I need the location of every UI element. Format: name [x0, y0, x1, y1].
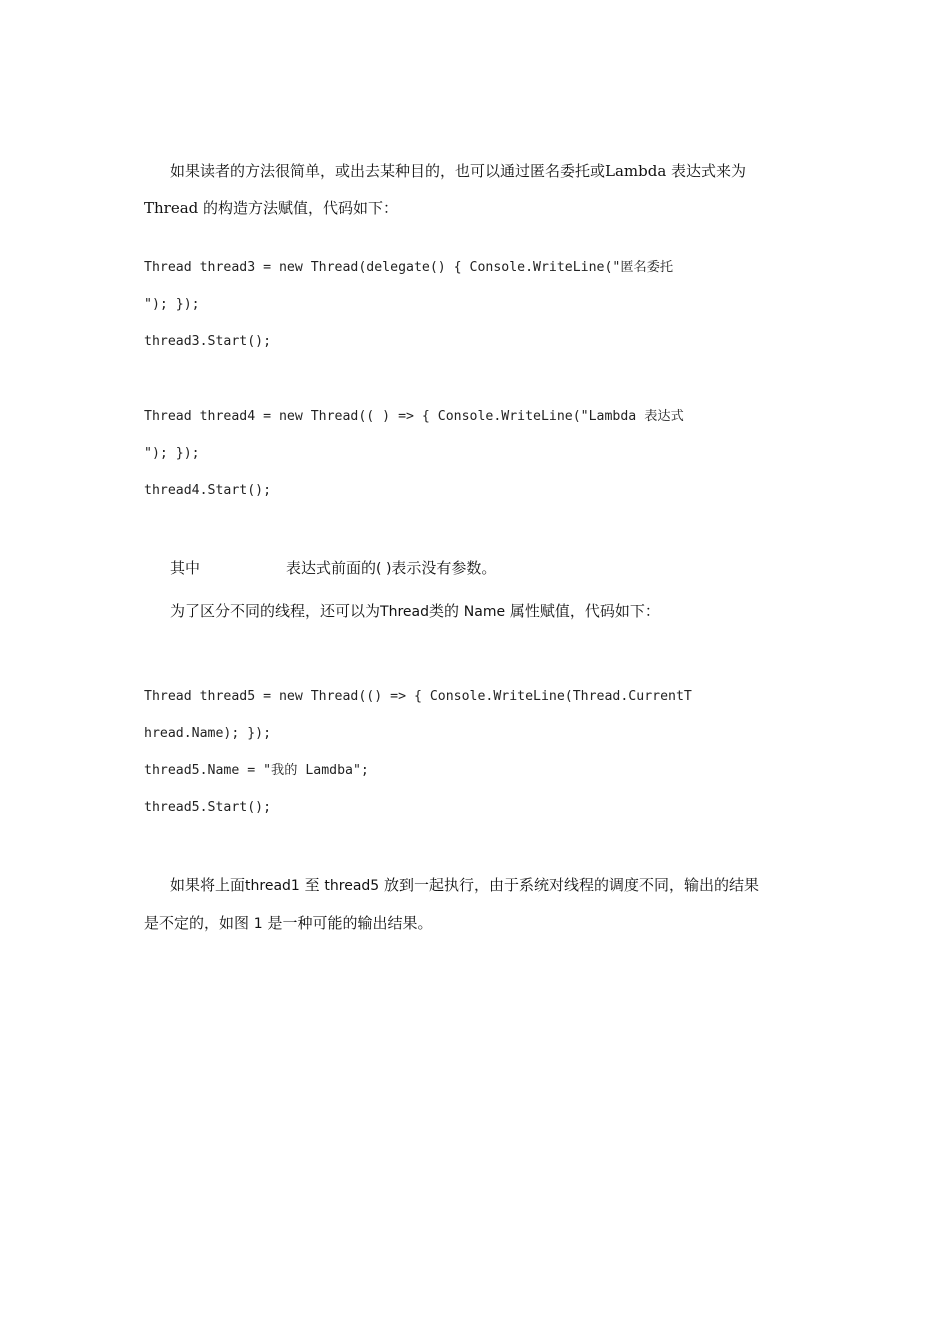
output-text: 如果将上面 [170, 876, 246, 894]
name-property-term: Name [463, 604, 506, 620]
lambda-note-line [0, 550, 950, 588]
code-line: "); }); [144, 446, 200, 461]
code-line: thread3.Start(); [144, 334, 272, 349]
code-block-lambda [0, 398, 950, 509]
lambda-note-parens: ( ) [376, 561, 392, 577]
intro-line-1: 如果读者的方法很简单，或出去某种目的，也可以通过匿名委托或Lambda 表达式来为 [170, 162, 747, 180]
output-text: 放到一起执行，由于系统对线程的调度不同，输出的结果 [383, 876, 759, 894]
code-line: hread.Name); }); [144, 726, 272, 741]
output-paragraph [0, 867, 950, 943]
code-block-delegate [0, 249, 950, 360]
code-line: thread5.Start(); [144, 800, 272, 815]
code-line: Thread thread3 = new Thread(delegate() { Console.WriteLine("匿名委托 [144, 260, 674, 275]
output-line-1 [0, 867, 950, 905]
lambda-note-suffix: 表示没有参数。 [391, 559, 497, 577]
name-property-line [0, 593, 950, 631]
lambda-note-paragraph [0, 550, 950, 588]
name-property-text: 类的 [428, 602, 459, 620]
figure-number: 1 [253, 916, 263, 932]
output-text: 是一种可能的输出结果。 [267, 914, 433, 932]
lambda-note-prefix: 其中 [170, 559, 201, 577]
name-property-text: 属性赋值，代码如下： [509, 602, 660, 620]
code-line: thread4.Start(); [144, 483, 272, 498]
output-line-2 [0, 905, 950, 943]
output-text: 至 [304, 876, 320, 894]
code-line: Thread thread5 = new Thread(() => { Console.WriteLine(Thread.CurrentT [144, 689, 692, 704]
output-text: 是不定的，如图 [144, 914, 250, 932]
code-line: thread5.Name = "我的 Lamdba"; [144, 763, 369, 778]
intro-paragraph [0, 153, 950, 227]
code-block-name [0, 678, 950, 826]
thread-class-term: Thread [380, 604, 429, 620]
thread5-term: thread5 [324, 878, 380, 894]
lambda-note-middle: 表达式前面的 [286, 559, 377, 577]
intro-line-2: Thread 的构造方法赋值，代码如下： [144, 199, 399, 217]
code-line: Thread thread4 = new Thread(( ) => { Console.WriteLine("Lambda 表达式 [144, 409, 684, 424]
name-property-text: 为了区分不同的线程，还可以为 [170, 602, 381, 620]
code-line: "); }); [144, 297, 200, 312]
thread1-term: thread1 [245, 878, 300, 894]
name-property-paragraph [0, 593, 950, 631]
